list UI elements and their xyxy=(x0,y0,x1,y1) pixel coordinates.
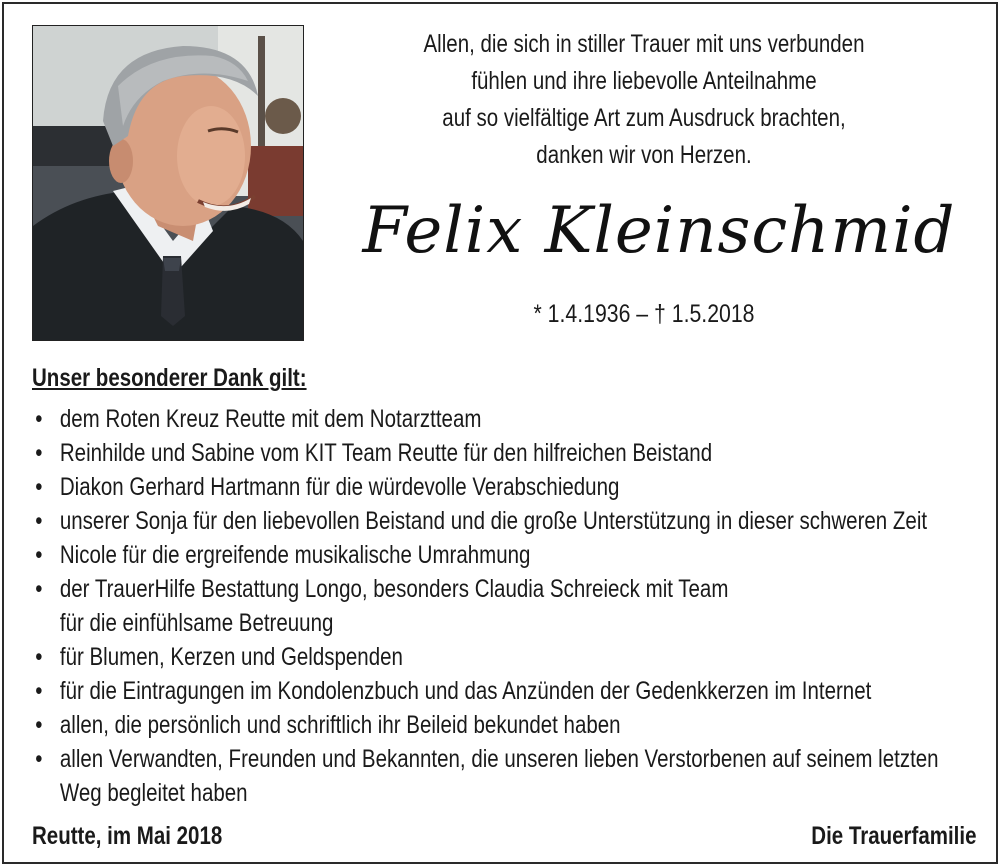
list-item-text: für Blumen, Kerzen und Geldspenden xyxy=(59,643,403,671)
list-item-text: Diakon Gerhard Hartmann für die würdevolle Verabschiedung xyxy=(59,473,620,501)
list-item-text: der TrauerHilfe Bestattung Longo, besonders Claudia Schreieck mit Team xyxy=(59,575,729,603)
intro-line: auf so vielfältige Art zum Ausdruck brachten, xyxy=(442,104,846,132)
list-item-text: für die Eintragungen im Kondolenzbuch und das Anzünden der Gedenkkerzen im Internet xyxy=(59,677,872,705)
list-item xyxy=(32,674,967,708)
bullet-icon: • xyxy=(35,711,43,739)
bullet-icon: • xyxy=(35,575,43,603)
list-item xyxy=(32,504,967,538)
thanks-heading: Unser besonderer Dank gilt: xyxy=(32,364,307,392)
list-item-text: unserer Sonja für den liebevollen Beistand und die große Unterstützung in dieser schweren Zeit xyxy=(59,507,928,535)
list-item xyxy=(32,606,967,640)
list-item-text: dem Roten Kreuz Reutte mit dem Notarztteam xyxy=(59,405,482,433)
bullet-icon: • xyxy=(35,677,43,705)
list-item xyxy=(32,572,967,606)
intro-line: Allen, die sich in stiller Trauer mit uns verbunden xyxy=(423,30,865,58)
thanks-list xyxy=(32,402,967,810)
list-item xyxy=(32,742,967,776)
list-item-text: Weg begleitet haben xyxy=(59,779,248,807)
list-item xyxy=(32,436,967,470)
obituary-card xyxy=(2,2,998,864)
life-dates: * 1.4.1936 – † 1.5.2018 xyxy=(533,300,755,328)
list-item xyxy=(32,776,967,810)
list-item-text: allen Verwandten, Freunden und Bekannten, die unseren lieben Verstorbenen auf seinem letzten xyxy=(59,745,939,773)
list-item-text: Reinhilde und Sabine vom KIT Team Reutte für den hilfreichen Beistand xyxy=(59,439,713,467)
list-item xyxy=(32,640,967,674)
bullet-icon: • xyxy=(35,405,43,433)
place-date: Reutte, im Mai 2018 xyxy=(32,822,223,850)
list-item xyxy=(32,402,967,436)
list-item-text: Nicole für die ergreifende musikalische Umrahmung xyxy=(59,541,531,569)
bullet-icon: • xyxy=(35,643,43,671)
list-item xyxy=(32,708,967,742)
intro-text xyxy=(390,26,898,174)
intro-line: fühlen und ihre liebevolle Anteilnahme xyxy=(471,67,817,95)
list-item-text: allen, die persönlich und schriftlich ihr Beileid bekundet haben xyxy=(59,711,621,739)
deceased-name: Felix Kleinschmid xyxy=(362,194,956,268)
bullet-icon: • xyxy=(35,473,43,501)
list-item xyxy=(32,538,967,572)
bullet-icon: • xyxy=(35,541,43,569)
bullet-icon: • xyxy=(35,745,43,773)
list-item-text: für die einfühlsame Betreuung xyxy=(59,609,334,637)
bullet-icon: • xyxy=(35,507,43,535)
list-item xyxy=(32,470,967,504)
bullet-icon: • xyxy=(35,439,43,467)
intro-line: danken wir von Herzen. xyxy=(536,141,752,169)
signature: Die Trauerfamilie xyxy=(810,822,976,850)
portrait-photo xyxy=(32,25,304,341)
